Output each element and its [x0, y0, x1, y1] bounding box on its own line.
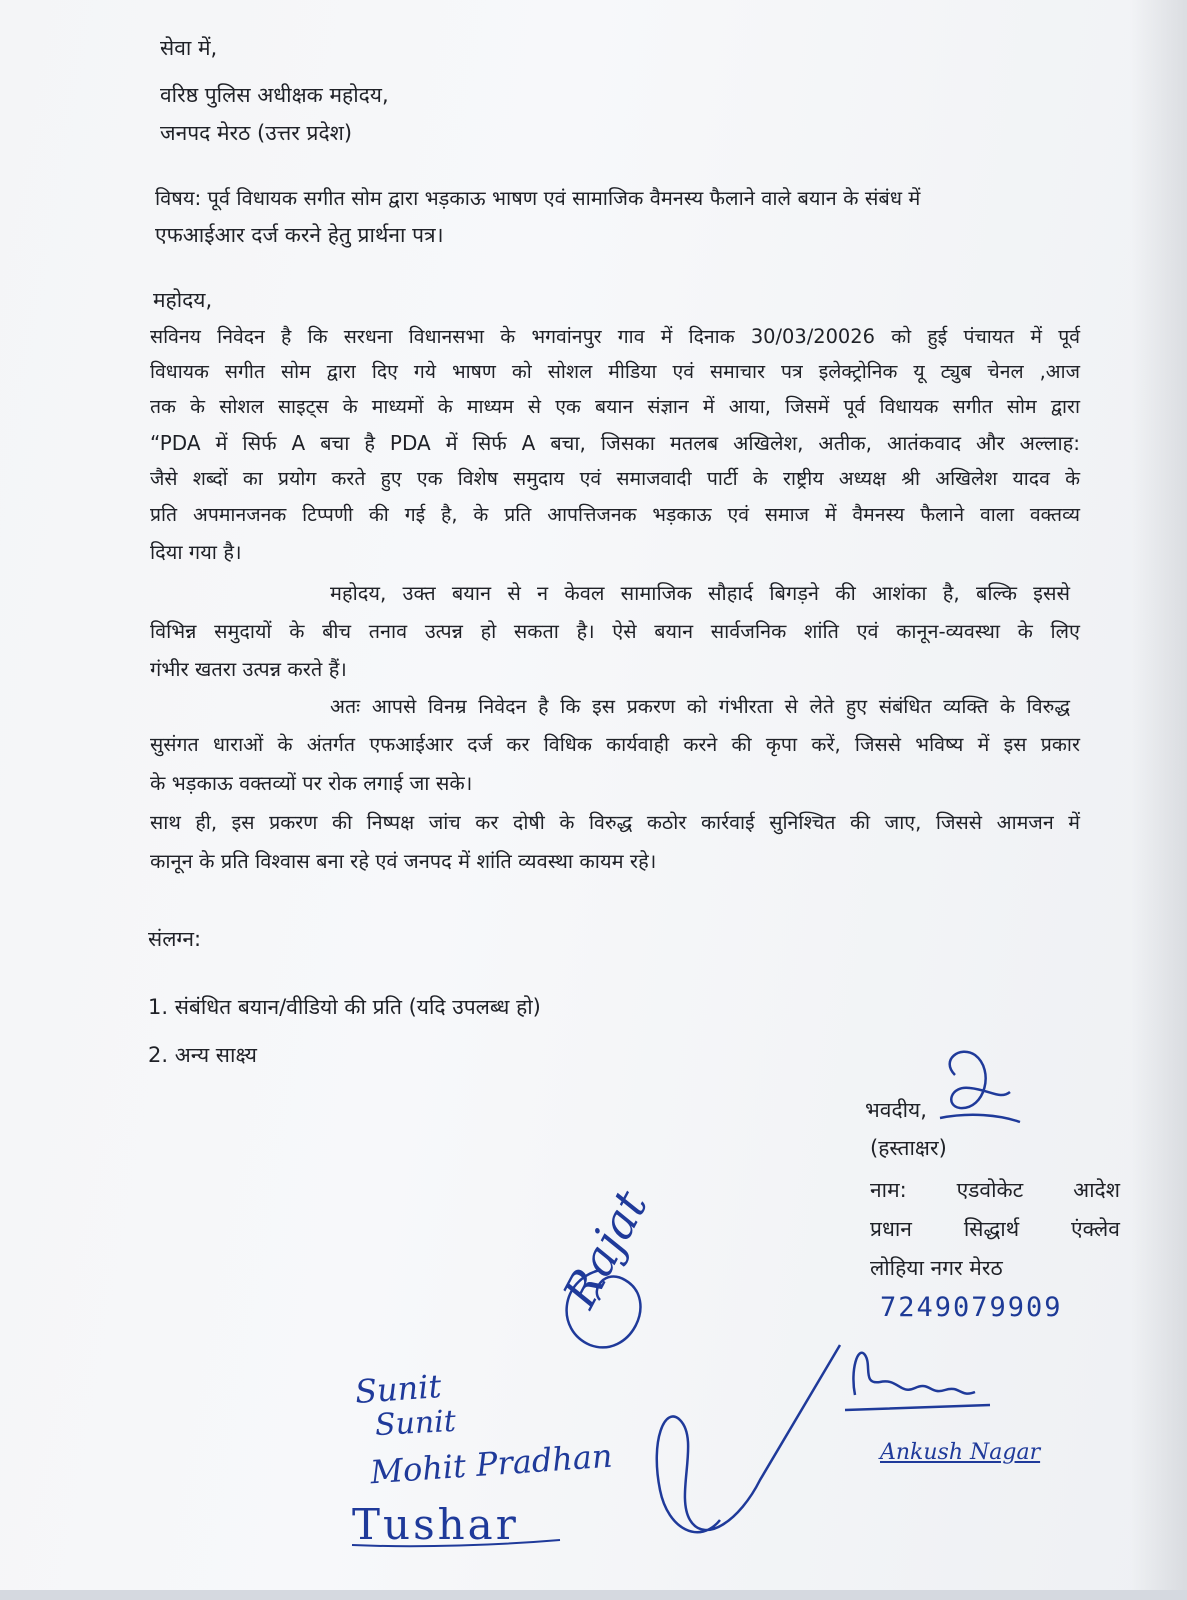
para1-line-4: “PDA में सिर्फ A बचा है PDA में सिर्फ A बचा, जिसका मतलब अखिलेश, अतीक, आतंकवाद और अल्लाह:	[150, 431, 1080, 455]
closing: भवदीय,	[865, 1098, 927, 1122]
para1-line-6: प्रति अपमानजनक टिप्पणी की गई है, के प्रति आपत्तिजनक भड़काऊ एवं समाज में वैमनस्य फैलाने वाला वक्तव्य	[150, 503, 1080, 526]
handwritten-signature-6: Ankush Nagar	[880, 1440, 1041, 1465]
phone-number: 7249079909	[880, 1292, 1063, 1323]
para1-line-5: जैसे शब्दों का प्रयोग करते हुए एक विशेष समुदाय एवं समाजवादी पार्टी के राष्ट्रीय अध्यक्ष श्री अखिलेश यादव के	[150, 467, 1080, 490]
para4-line-1: साथ ही, इस प्रकरण की निष्पक्ष जांच कर दोषी के विरुद्ध कठोर कार्रवाई सुनिश्चित की जाए, जिससे आमजन में	[150, 811, 1080, 834]
para2-line-1: महोदय, उक्त बयान से न केवल सामाजिक सौहार्द बिगड़ने की आशंका है, बल्कि इससे	[330, 581, 1070, 605]
subject-line-1: विषय: पूर्व विधायक सगीत सोम द्वारा भड़काऊ भाषण एवं सामाजिक वैमनस्य फैलाने वाले बयान के संबंध में	[155, 186, 921, 210]
para3-line-2: सुसंगत धाराओं के अंतर्गत एफआईआर दर्ज कर विधिक कार्यवाही करने की कृपा करें, जिससे भविष्य में इस प्रकार	[150, 733, 1080, 756]
name-surname: प्रधान	[870, 1217, 912, 1241]
handwritten-signature-3: Mohit Pradhan	[368, 1436, 614, 1492]
para1-line-2: विधायक सगीत सोम द्वारा दिए गये भाषण को सोशल मीडिया एवं समाचार पत्र इलेक्ट्रोनिक यू ट्युब चेनल ,आज	[150, 360, 1080, 383]
address-locality: सिद्धार्थ	[963, 1217, 1020, 1241]
address-line-3: जनपद मेरठ (उत्तर प्रदेश)	[160, 121, 353, 145]
signature-label: (हस्ताक्षर)	[870, 1136, 947, 1160]
author-signature-mark	[940, 1052, 1020, 1122]
address-city: लोहिया नगर मेरठ	[870, 1256, 1003, 1280]
name-label: नाम:	[870, 1178, 907, 1202]
subject-line-2: एफआईआर दर्ज करने हेतु प्रार्थना पत्र।	[155, 223, 444, 247]
salutation: महोदय,	[153, 288, 213, 312]
para4-line-2: कानून के प्रति विश्वास बना रहे एवं जनपद में शांति व्यवस्था कायम रहे।	[150, 849, 657, 873]
slanted-signature	[657, 1345, 840, 1532]
name-value: आदेश	[1073, 1178, 1120, 1202]
para1-line-1: सविनय निवेदन है कि सरधना विधानसभा के भगवांनपुर गाव में दिनाक 30/03/20026 को हुई पंचायत में पूर्व	[150, 325, 1080, 348]
loop-signature	[567, 1270, 641, 1347]
handwritten-signature-4: Tushar	[352, 1500, 519, 1549]
para1-line-7: दिया गया है।	[150, 540, 242, 564]
attachment-item-1: 1. संबंधित बयान/वीडियो की प्रति (यदि उपलब्ध हो)	[148, 995, 541, 1019]
handwritten-signature-1: Sunit	[353, 1367, 443, 1411]
para2-line-2: विभिन्न समुदायों के बीच तनाव उत्पन्न हो सकता है। ऐसे बयान सार्वजनिक शांति एवं कानून-व्यवस्था के लिए	[150, 620, 1080, 643]
para3-line-1: अतः आपसे विनम्र निवेदन है कि इस प्रकरण को गंभीरता से लेते हुए संबंधित व्यक्ति के विरुद्ध	[330, 695, 1070, 718]
attachment-item-2: 2. अन्य साक्ष्य	[148, 1043, 257, 1067]
address-enclave: एंक्लेव	[1071, 1217, 1120, 1241]
para3-line-3: के भड़काऊ वक्तव्यों पर रोक लगाई जा सके।	[150, 771, 473, 795]
attachments-label: संलग्न:	[148, 927, 202, 951]
para1-line-3: तक के सोशल साइट्स के माध्यमों के माध्यम से एक बयान संज्ञान में आया, जिसमें पूर्व विधायक सगीत सोम द्वारा	[150, 395, 1080, 418]
address-line-2: वरिष्ठ पुलिस अधीक्षक महोदय,	[160, 83, 389, 107]
name-title: एडवोकेट	[956, 1178, 1024, 1202]
handwritten-signature-2: Sunit	[374, 1403, 457, 1444]
handwritten-signature-5: Rajat	[552, 1181, 658, 1316]
para2-line-3: गंभीर खतरा उत्पन्न करते हैं।	[150, 657, 347, 681]
address-line-1: सेवा में,	[160, 36, 218, 60]
tushar-underline	[352, 1540, 560, 1546]
initials-signature	[845, 1353, 990, 1410]
